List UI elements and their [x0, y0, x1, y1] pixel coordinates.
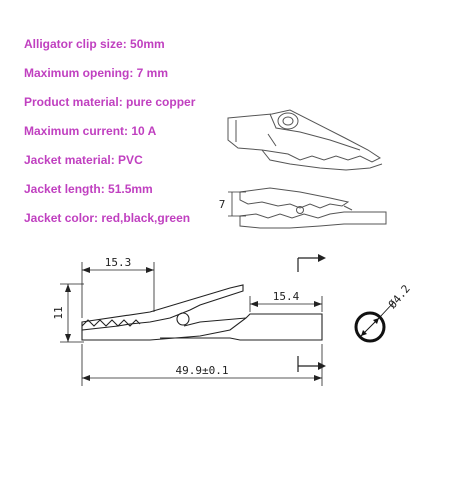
spec-jacket-color: Jacket color: red,black,green	[24, 211, 191, 225]
height-label: 11	[52, 306, 65, 320]
tail-length-label: 15.4	[272, 290, 300, 303]
section-markers	[298, 258, 318, 372]
opening-dimension-label: 7	[218, 198, 226, 211]
hole-diameter-label: Ø4.2	[385, 282, 413, 312]
spec-max-opening: Maximum opening: 7 mm	[24, 66, 169, 80]
jaw-length-label: 15.3	[104, 256, 132, 269]
spec-clip-size: Alligator clip size: 50mm	[24, 37, 165, 51]
hole-section-view	[356, 302, 394, 341]
spec-material: Product material: pure copper	[24, 95, 196, 109]
spec-max-current: Maximum current: 10 A	[24, 124, 157, 138]
spec-jacket-material: Jacket material: PVC	[24, 153, 143, 167]
total-length-label: 49.9±0.1	[175, 364, 229, 377]
section-arrow-top	[318, 254, 326, 262]
spec-jacket-length: Jacket length: 51.5mm	[24, 182, 153, 196]
